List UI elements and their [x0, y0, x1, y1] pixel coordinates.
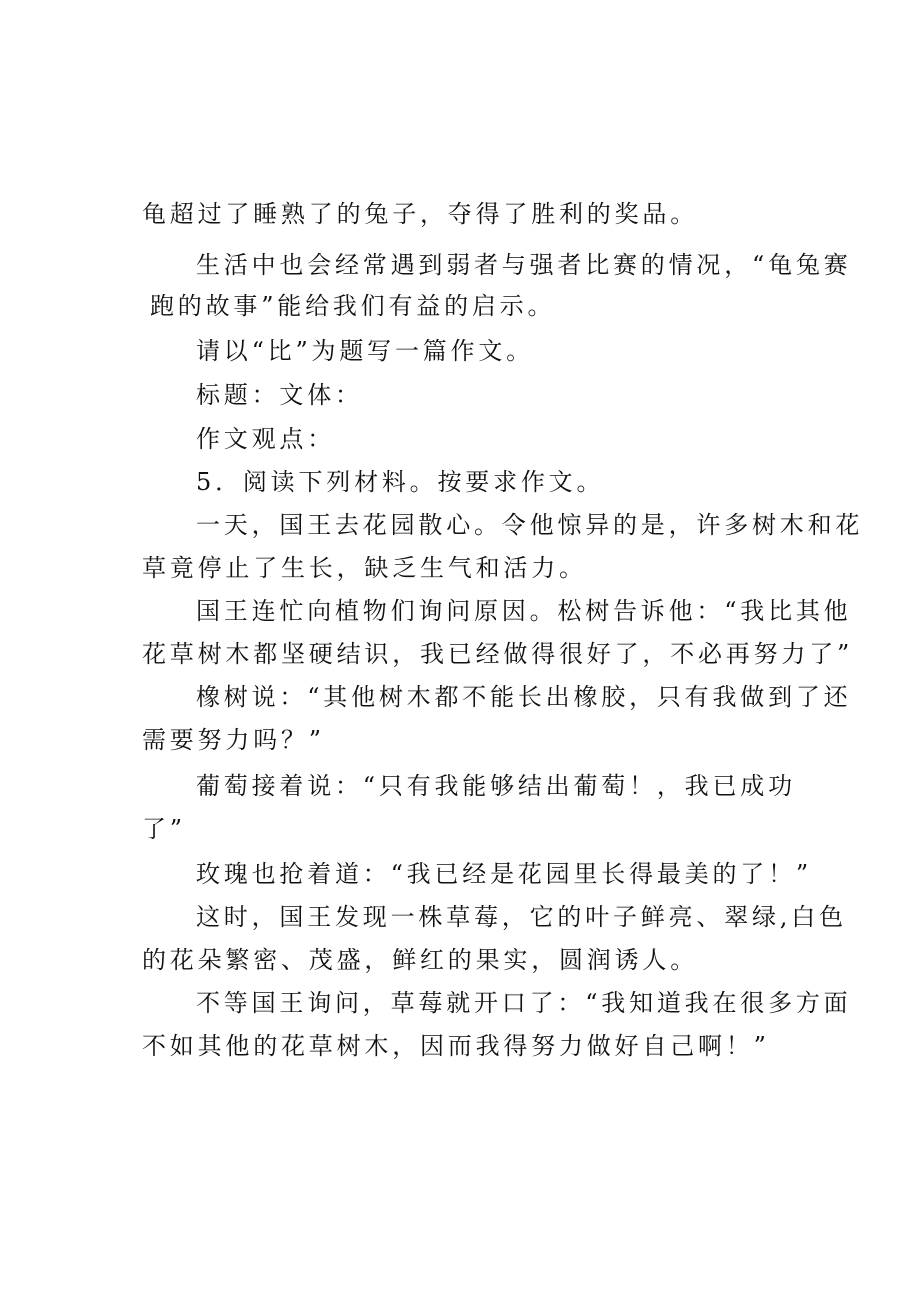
text-line: 橡树说：“其他树木都不能长出橡胶，只有我做到了还 — [196, 683, 852, 711]
text-line: 葡萄接着说：“只有我能够结出葡萄！，我已成功 — [196, 772, 796, 800]
text-line: 标题：文体： — [196, 381, 363, 409]
text-line: 跑的故事”能给我们有益的启示。 — [150, 292, 556, 320]
text-line: 生活中也会经常遇到弱者与强者比赛的情况，“龟兔赛 — [196, 251, 852, 279]
text-line: 草竟停止了生长，缺乏生气和活力。 — [142, 554, 587, 582]
text-line: 请以“比”为题写一篇作文。 — [196, 337, 534, 365]
text-line: 的花朵繁密、茂盛，鲜红的果实，圆润诱人。 — [142, 946, 698, 974]
text-line: 玫瑰也抢着道：“我已经是花园里长得最美的了！” — [196, 860, 812, 888]
text-line: 不如其他的花草树木，因而我得努力做好自己啊！” — [142, 1032, 770, 1060]
text-line: 不等国王询问，草莓就开口了：“我知道我在很多方面 — [196, 989, 852, 1017]
text-line: 龟超过了睡熟了的兔子，夺得了胜利的奖品。 — [142, 200, 698, 228]
text-line: 这时，国王发现一株草莓，它的叶子鲜亮、翠绿,白色 — [196, 903, 847, 931]
text-line: 了” — [142, 815, 186, 843]
text-line: 一天，国王去花园散心。令他惊异的是，许多树木和花 — [196, 511, 864, 539]
text-line: 作文观点： — [196, 425, 335, 453]
text-line: 需要努力吗？” — [142, 726, 325, 754]
text-line: 国王连忙向植物们询问原因。松树告诉他：“我比其他 — [196, 597, 852, 625]
text-line: 花草树木都坚硬结识，我已经做得很好了，不必再努力了” — [142, 640, 854, 668]
text-line: 5．阅读下列材料。按要求作文。 — [196, 468, 605, 496]
